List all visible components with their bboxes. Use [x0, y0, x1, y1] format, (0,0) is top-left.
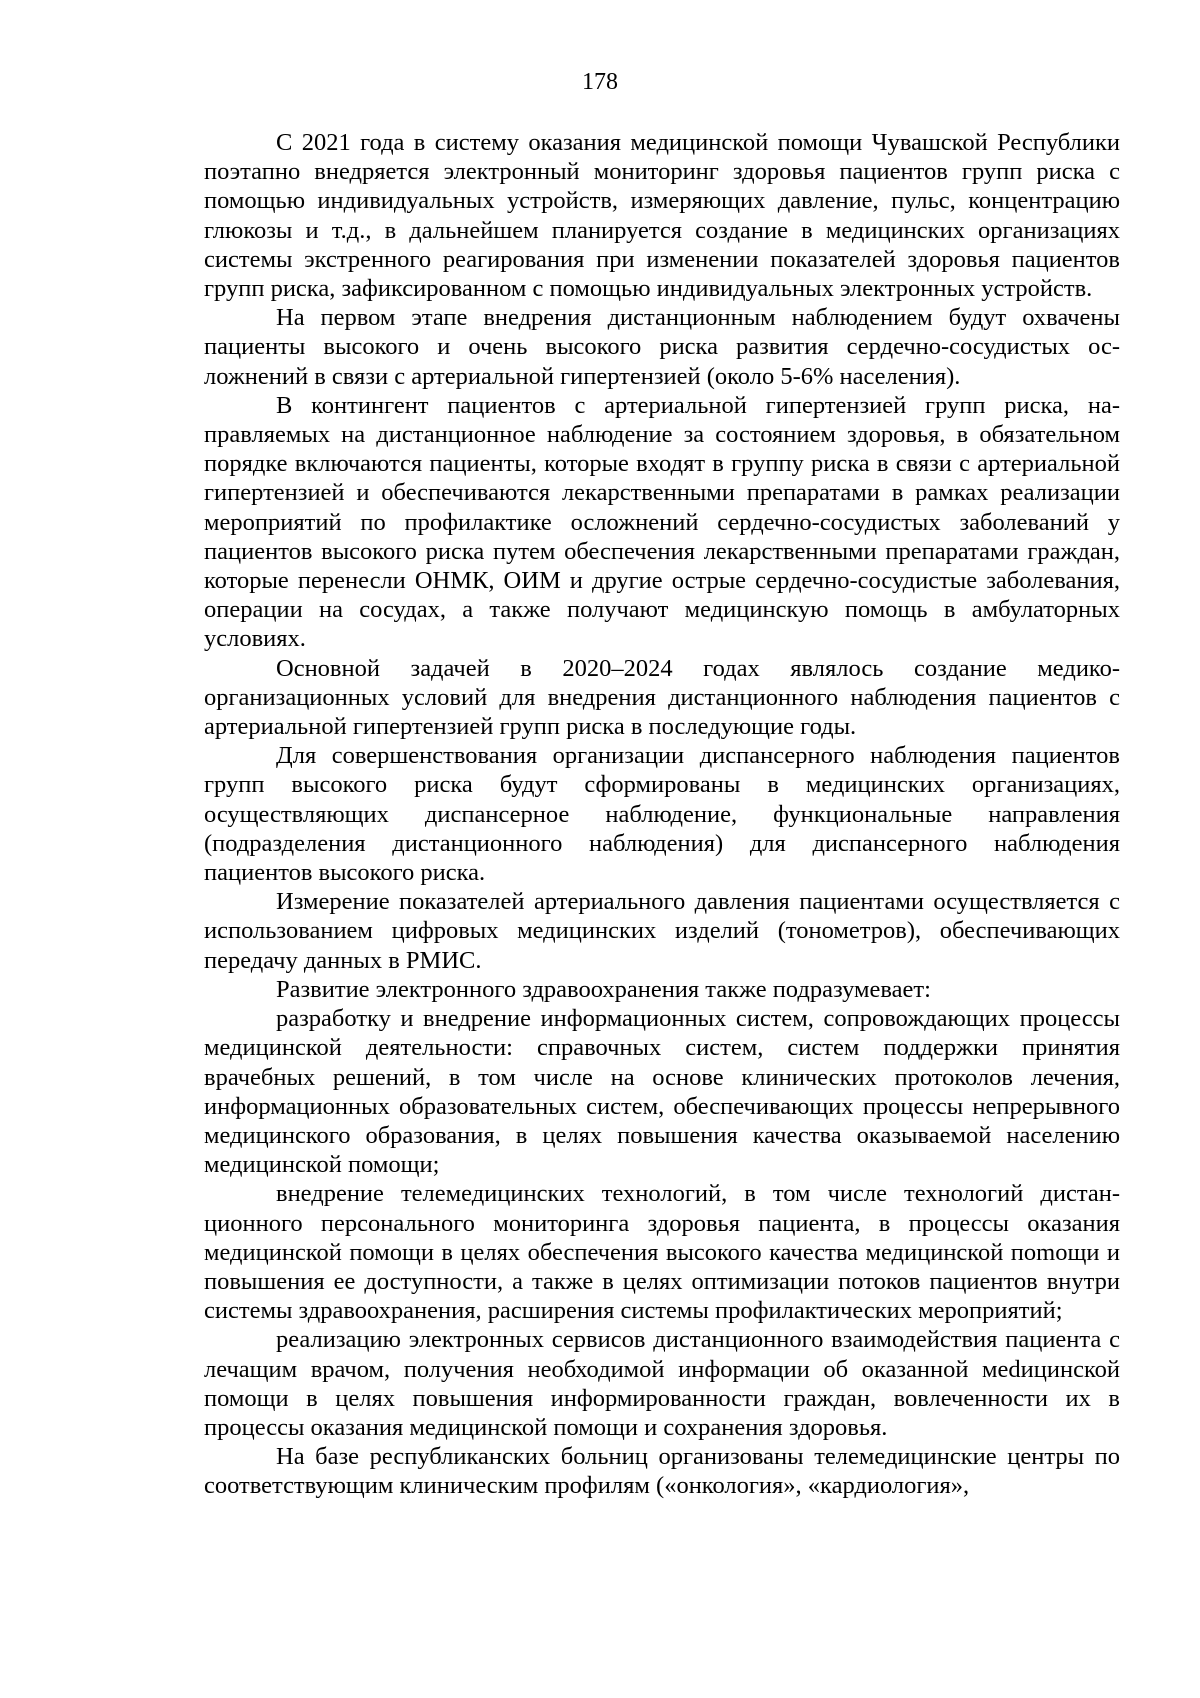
body-text — [204, 128, 1120, 1501]
paragraph-main-task: Основной задачей в 2020–2024 годах являлось создание медико-организационных условий для внедрения дистанционного наблюдения пациентов с артериальной гипертензией групп риска в последующие годы. — [204, 654, 1120, 741]
paragraph-blood-pressure: Измерение показателей артериального давления пациентами осуществляется с использованием цифровых медицинских изделий (тонометров), обеспечивающих передачу данных в РМИС. — [204, 888, 1120, 974]
paragraph-first-stage: На первом этапе внедрения дистанционным наблюдением будут охвачены пациенты высокого и очень высокого риска развития сердечно-сосудистых осложнений в связи с артериальной гипертензией (около 5-6% населения). — [204, 304, 1120, 390]
list-item-electronic-services: реализацию электронных сервисов дистанционного взаимодействия пациента с лечащим врачом, получения необходимой информации об оказанной меdицинской помощи в целях повышения информированности граждан, вовлеченности их в процессы оказания медицинской помощи и сохранения здоровья. — [204, 1326, 1120, 1441]
paragraph-monitoring-intro: С 2021 года в систему оказания медицинской помощи Чувашской Республики поэтапно внедряется электронный мониторинг здоровья пациентов групп риска с помощью индивидуальных устройств, измеряющих давление, пульс, концентрацию глюкозы и т.д., в дальнейшем планируется создание в медицинских организациях системы экстренного реагирования при изменении показателей здоровья пациентов групп риска, зафиксированном с помощью индивидуальных электронных устройств. — [204, 129, 1120, 303]
list-item-telemedicine: внедрение телемедицинских технологий, в том числе технологий дистанционного персонального мониторинга здоровья пациента, в процессы оказания медицинской помощи в целях обеспечения высокого качества медицинской поmощи и повышения ее доступности, а также в целях оптимизации потоков пациентов внутри системы здравоохранения, расширения системы профилактических мероприятий; — [204, 1180, 1120, 1325]
page-number: 178 — [582, 69, 618, 95]
paragraph-telemedicine-centers: На базе республиканских больниц организованы телемедицинские центры по соответствующим клиническим профилям («онкология», «кардиология», — [204, 1443, 1120, 1500]
paragraph-dispensary-improvement: Для совершенствования организации диспансерного наблюдения пациентов групп высокого риска будут сформированы в медицинских организациях, осуществляющих диспансерное наблюдение, функциональные направления (подразделения дистанционного наблюдения) для диспансерного наблюдения пациентов высокого риска. — [204, 742, 1120, 887]
paragraph-patient-contingent: В контингент пациентов с артериальной гипертензией групп риска, направляемых на дистанционное наблюдение за состоянием здоровья, в обязательном порядке включаются пациенты, которые входят в группу риска в связи с артериальной гипертензией и обеспечиваются лекарственными препаратами в рамках реализации мероприятий по профилактике осложнений сердечно-сосудистых заболеваний у пациентов высокого риска путем обеспечения лекарственными препаратами граждан, которые перенесли ОНМК, ОИМ и другие острые сердечно-сосудистые заболевания, операции на сосудах, а также получают медицинскую помощь в амбулаторных условиях. — [204, 391, 1120, 653]
paragraph-ehealth-intro: Развитие электронного здравоохранения также подразумевает: — [276, 975, 931, 1003]
list-item-information-systems: разработку и внедрение информационных систем, сопровождающих процессы медицинской деятельности: справочных систем, систем поддержки принятия врачебных решений, в том числе на основе клинических протоколов лечения, информационных образовательных систем, обеспечивающих процессы непрерывного медицинского образования, в целях повышения качества оказываемой населению медицинской помощи; — [204, 1005, 1120, 1179]
